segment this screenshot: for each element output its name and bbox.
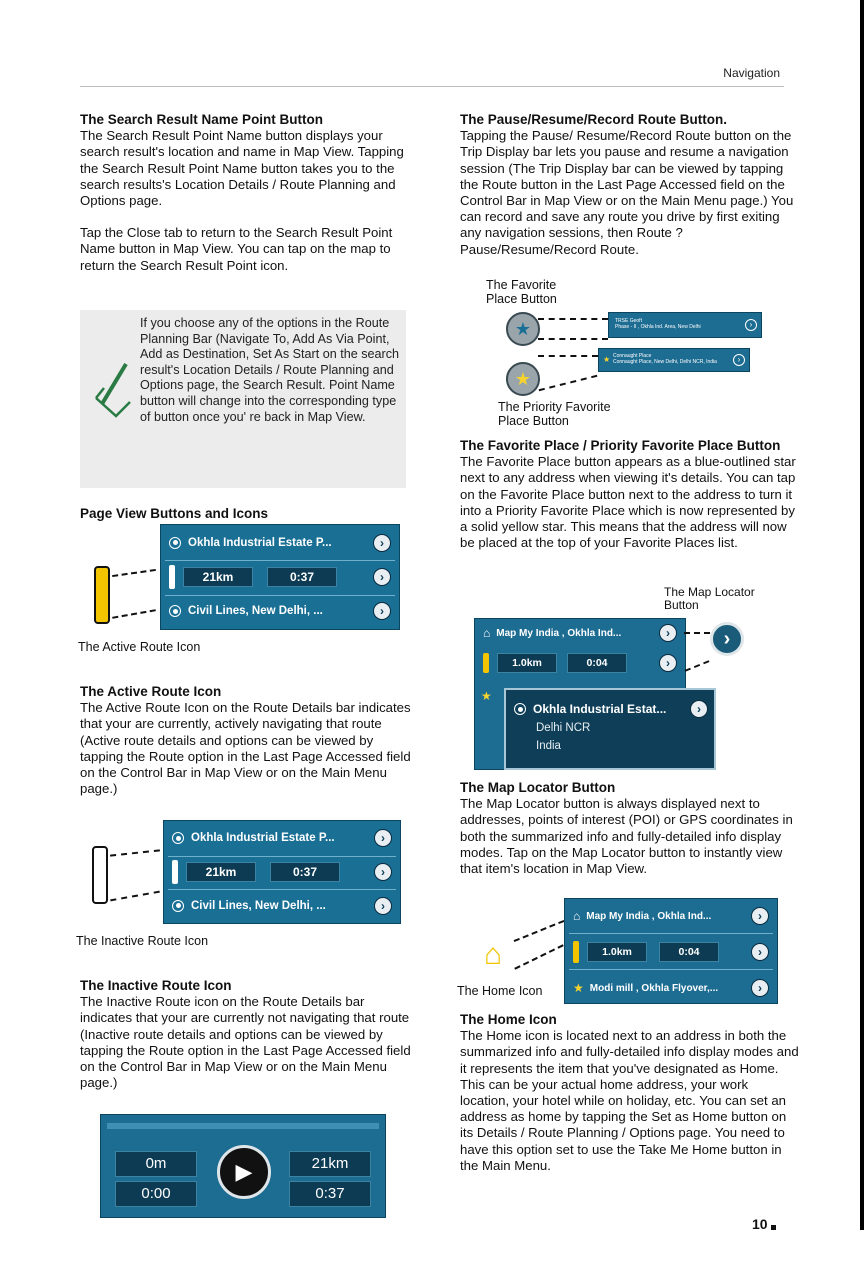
route-bar-icon bbox=[169, 565, 175, 589]
favorite-name: Connaught Place bbox=[613, 353, 652, 359]
map-locator-section bbox=[460, 780, 800, 877]
chevron-right-icon[interactable]: › bbox=[374, 863, 392, 881]
priority-caption bbox=[498, 400, 611, 428]
distance-pill: 1.0km bbox=[587, 942, 647, 962]
active-route-icon bbox=[94, 566, 110, 624]
chevron-right-icon[interactable]: › bbox=[373, 602, 391, 620]
page-view-title: Page View Buttons and Icons bbox=[80, 506, 269, 521]
header-rule bbox=[80, 86, 784, 87]
route-origin-row[interactable] bbox=[164, 821, 400, 856]
callout-line bbox=[538, 318, 608, 320]
route-origin: Okhla Industrial Estate P... bbox=[191, 832, 335, 845]
route-details-panel-inactive bbox=[163, 820, 401, 924]
favorite-place-section bbox=[460, 438, 800, 551]
home-icon: ⌂ bbox=[483, 626, 491, 640]
star-solid-icon: ★ bbox=[481, 689, 492, 703]
callout-line bbox=[539, 375, 598, 391]
caption-line: The Priority Favorite bbox=[498, 400, 611, 414]
route-destination-row[interactable] bbox=[161, 594, 399, 629]
chevron-right-icon[interactable]: › bbox=[374, 829, 392, 847]
section-header: Navigation bbox=[723, 66, 780, 80]
time-remaining: 0:37 bbox=[289, 1181, 371, 1207]
caption-line: Place Button bbox=[486, 292, 557, 306]
route-details-panel-active bbox=[160, 524, 400, 630]
route-bar-icon bbox=[483, 653, 489, 673]
paragraph: Tap the Close tab to return to the Search Result Point Name button in Map View. You can tap on the map to return the Search Result Point icon. bbox=[80, 225, 393, 273]
priority-favorite-bar[interactable] bbox=[598, 348, 750, 372]
chevron-right-icon[interactable]: › bbox=[733, 354, 745, 366]
favorite-address: Phase - II , Okhla Ind. Area, New Delhi bbox=[615, 324, 701, 330]
home-row-2[interactable] bbox=[565, 971, 777, 1005]
paragraph: The Favorite Place button appears as a blue-outlined star next to any address when viewing it's details. You can tap on the Favorite Place button next to the address to turn it into a Priority Favorite Place which is now represented by a solid yellow star. This means that the address will now be placed at the top of your Favorite Places list. bbox=[460, 454, 796, 551]
route-bar-icon bbox=[573, 941, 579, 963]
callout-line bbox=[538, 355, 598, 357]
locator-row-text: Map My India , Okhla Ind... bbox=[496, 627, 622, 639]
section-title: The Home Icon bbox=[460, 1012, 557, 1027]
caption-line: Button bbox=[664, 598, 699, 612]
bullet-mark bbox=[771, 1225, 776, 1230]
home-row-text: Modi mill , Okhla Flyover,... bbox=[589, 982, 719, 994]
caption-line: The Favorite bbox=[486, 278, 557, 292]
trip-display-bar bbox=[100, 1114, 386, 1218]
callout-line bbox=[685, 660, 710, 672]
home-row-text: Map My India , Okhla Ind... bbox=[586, 910, 712, 922]
paragraph: The Map Locator button is always displayed next to addresses, points of interest (POI) or GPS coordinates in both the summarized info and fully-detailed info display modes. Tap on the Map Locator button to instantly view that item's location in Map View. bbox=[460, 796, 793, 877]
section-title: The Search Result Name Point Button bbox=[80, 112, 324, 127]
priority-favorite-place-button[interactable] bbox=[506, 362, 540, 396]
home-row[interactable] bbox=[565, 899, 777, 933]
popup-title-row[interactable] bbox=[514, 700, 708, 718]
radio-icon bbox=[169, 605, 181, 617]
time-elapsed: 0:00 bbox=[115, 1181, 197, 1207]
route-destination: Civil Lines, New Delhi, ... bbox=[191, 899, 326, 912]
distance-pill: 21km bbox=[183, 567, 253, 587]
paragraph: The Home icon is located next to an address in both the summarized info and fully-detailed info display modes and it represents the item that you've designated as Home. This can be your actual home address, your work location, your hotel while on holiday, etc. You can set an address as home by tapping the Set as Home button on its Details / Route Planning / Options page. You need to have this option set to use the Take Me Home button in the Main Menu. bbox=[460, 1028, 799, 1173]
home-icon-caption: The Home Icon bbox=[457, 984, 543, 998]
route-destination: Civil Lines, New Delhi, ... bbox=[188, 605, 323, 618]
home-icon-panel bbox=[564, 898, 778, 1004]
route-destination-row[interactable] bbox=[164, 888, 400, 923]
chevron-right-icon[interactable]: › bbox=[374, 897, 392, 915]
section-title: The Favorite Place / Priority Favorite Place Button bbox=[460, 438, 781, 453]
radio-icon bbox=[172, 832, 184, 844]
map-locator-button[interactable] bbox=[710, 622, 744, 656]
favorite-caption bbox=[486, 278, 557, 306]
time-pill: 0:04 bbox=[567, 653, 627, 673]
time-pill: 0:37 bbox=[267, 567, 337, 587]
section-title: The Inactive Route Icon bbox=[80, 978, 232, 993]
favorite-address: Connaught Place, New Delhi, Delhi NCR, India bbox=[613, 359, 717, 365]
callout-line bbox=[684, 632, 710, 634]
section-title: The Map Locator Button bbox=[460, 780, 616, 795]
chevron-right-icon[interactable]: › bbox=[659, 624, 677, 642]
caption-line: The Map Locator bbox=[664, 585, 755, 599]
callout-line bbox=[112, 569, 156, 577]
callout-line bbox=[514, 944, 563, 969]
note-icon bbox=[86, 358, 138, 422]
favorite-place-button[interactable] bbox=[506, 312, 540, 346]
chevron-right-icon[interactable]: › bbox=[745, 319, 757, 331]
paragraph: Tapping the Pause/ Resume/Record Route button on the Trip Display bar lets you pause and resume a navigation session (The Trip Display bar can be viewed by tapping the Route button in the Last Page Accessed field on the Control Bar in Map View or on the Main Menu page.) You can record and save any route you drive by first exiting any navigation sessions, then Route ? Pause/Resume/Record Route. bbox=[460, 128, 794, 257]
popup-line: Delhi NCR bbox=[536, 722, 591, 734]
active-route-section bbox=[80, 684, 412, 797]
home-icon: ⌂ bbox=[484, 938, 503, 971]
locator-stats-row bbox=[475, 649, 685, 677]
route-origin-row[interactable] bbox=[161, 525, 399, 560]
time-pill: 0:04 bbox=[659, 942, 719, 962]
radio-icon bbox=[514, 703, 526, 715]
tip-text: If you choose any of the options in the Route Planning Bar (Navigate To, Add As Via Point, Add as Destination, Set As Start on the search result's Location Details / Route Planning and Options page, the Search Result. Point Name button will change into the corresponding type of button once you' re back in Map View. bbox=[140, 316, 400, 424]
chevron-right-icon[interactable]: › bbox=[751, 907, 769, 925]
play-icon: ▶ bbox=[235, 1159, 253, 1184]
home-icon: ⌂ bbox=[573, 909, 581, 923]
star-solid-icon: ★ bbox=[514, 368, 532, 389]
locator-popup bbox=[504, 688, 716, 770]
popup-line: India bbox=[536, 740, 561, 752]
chevron-right-icon[interactable]: › bbox=[690, 700, 708, 718]
home-stats-row bbox=[565, 935, 777, 969]
paragraph: The Search Result Point Name button displays your search result's location and name in Map View. Tapping the Search Result Point Name button takes you to the search results's Location Details / Route Planning and Options page. bbox=[80, 128, 404, 209]
callout-line bbox=[112, 609, 156, 619]
paragraph: The Inactive Route icon on the Route Details bar indicates that your are currently not navigating that route (Inactive route details and options can be viewed by tapping the Route option in the Last Page Accessed field on the Control Bar in Map View or on the Main Menu page.) bbox=[80, 994, 411, 1091]
paragraph: The Active Route Icon on the Route Details bar indicates that your are currently, actively navigating that route (Active route details and options can be viewed by tapping the Route option in the Last Page Accessed field on the Control Bar in Map View or on the Main Menu page.) bbox=[80, 700, 411, 797]
distance-travelled: 0m bbox=[115, 1151, 197, 1177]
radio-icon bbox=[172, 900, 184, 912]
chevron-right-icon[interactable]: › bbox=[373, 534, 391, 552]
popup-title: Okhla Industrial Estat... bbox=[533, 702, 667, 716]
callout-line bbox=[514, 920, 565, 942]
callout-line bbox=[110, 849, 160, 856]
page-edge-bar bbox=[860, 0, 864, 1230]
callout-line bbox=[110, 891, 160, 902]
locator-row[interactable] bbox=[475, 619, 685, 647]
page-number-text: 10 bbox=[752, 1216, 768, 1232]
radio-icon bbox=[169, 537, 181, 549]
chevron-right-icon[interactable]: › bbox=[659, 654, 677, 672]
inactive-route-icon bbox=[92, 846, 108, 904]
inactive-route-caption: The Inactive Route Icon bbox=[76, 934, 209, 948]
chevron-right-icon[interactable]: › bbox=[751, 943, 769, 961]
search-result-section bbox=[80, 112, 412, 274]
chevron-right-icon: › bbox=[723, 627, 731, 650]
star-solid-icon: ★ bbox=[603, 355, 611, 364]
route-stats-row bbox=[161, 559, 399, 594]
page-view-heading-block bbox=[80, 506, 412, 522]
star-solid-icon: ★ bbox=[573, 981, 584, 995]
time-pill: 0:37 bbox=[270, 862, 340, 882]
caption-line: Place Button bbox=[498, 414, 569, 428]
star-outline-icon: ★ bbox=[514, 318, 532, 339]
page-number bbox=[752, 1216, 776, 1232]
favorite-place-bar[interactable] bbox=[608, 312, 762, 338]
callout-line bbox=[538, 338, 608, 340]
chevron-right-icon[interactable]: › bbox=[751, 979, 769, 997]
distance-pill: 1.0km bbox=[497, 653, 557, 673]
favorite-name: TRSE Geoft bbox=[615, 318, 642, 324]
active-route-caption: The Active Route Icon bbox=[78, 640, 201, 654]
distance-pill: 21km bbox=[186, 862, 256, 882]
pause-resume-section bbox=[460, 112, 798, 258]
inactive-route-section bbox=[80, 978, 416, 1091]
section-title: The Active Route Icon bbox=[80, 684, 222, 699]
pause-resume-record-button[interactable] bbox=[217, 1145, 271, 1199]
route-origin: Okhla Industrial Estate P... bbox=[188, 536, 332, 549]
route-stats-row bbox=[164, 855, 400, 890]
map-locator-caption bbox=[664, 586, 755, 612]
chevron-right-icon[interactable]: › bbox=[373, 568, 391, 586]
home-icon-section bbox=[460, 1012, 800, 1174]
section-title: The Pause/Resume/Record Route Button. bbox=[460, 112, 728, 127]
route-bar-icon bbox=[172, 860, 178, 884]
distance-remaining: 21km bbox=[289, 1151, 371, 1177]
